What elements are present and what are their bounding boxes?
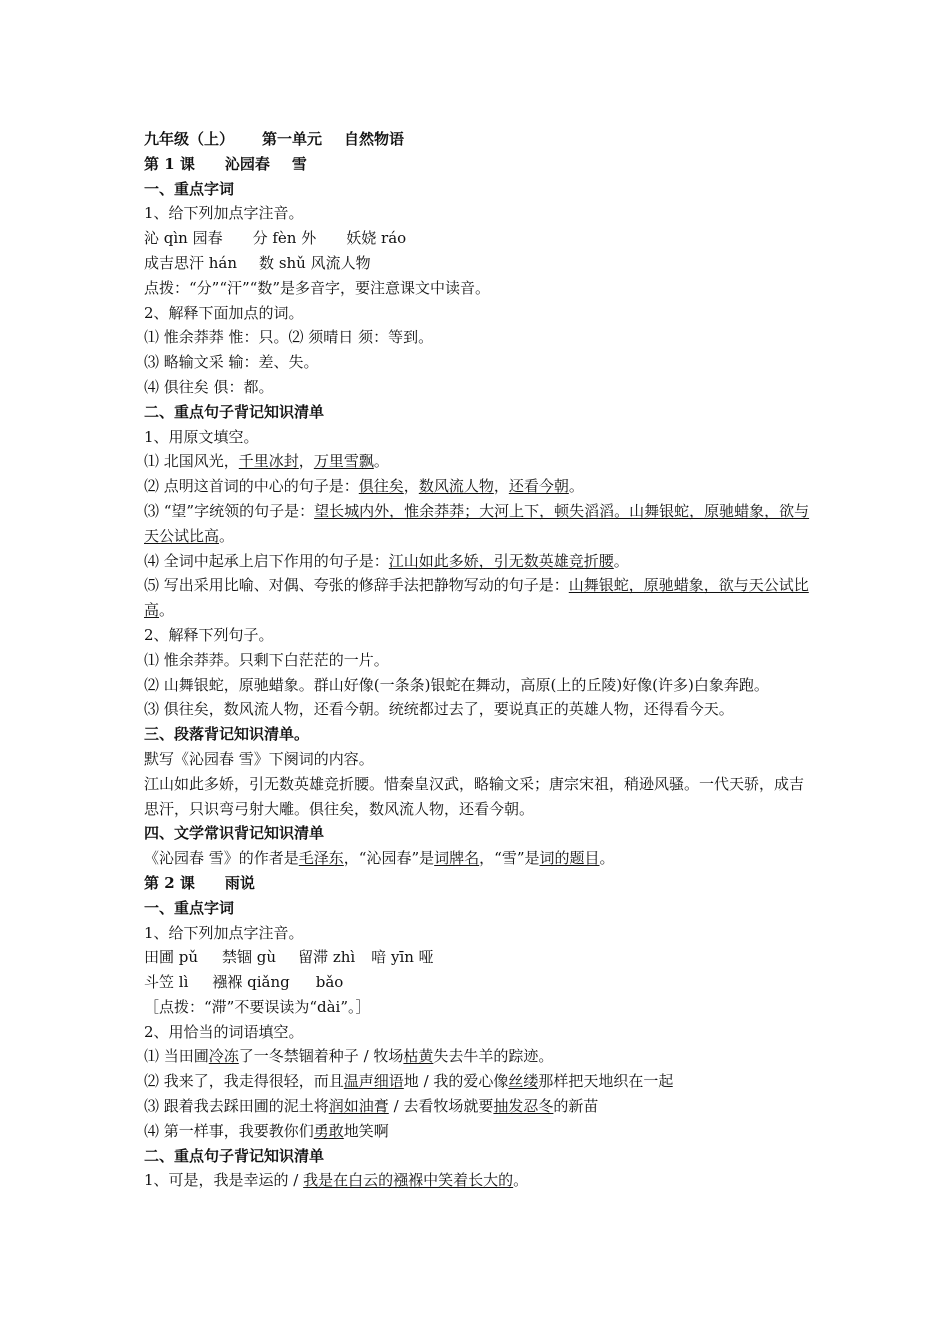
fill-item	[144, 549, 812, 574]
fill-item	[144, 573, 812, 623]
fill-answer: 词牌名	[434, 849, 480, 868]
fill-prompt: ⑶ “望”字统领的句子是：	[144, 501, 315, 520]
fill-prompt: 地笑啊	[343, 1121, 389, 1140]
fill-item	[144, 1119, 812, 1144]
fill-answer: 丝缕	[508, 1072, 539, 1091]
fill-prompt: ⑶ 跟着我去踩田圃的泥土将	[144, 1097, 329, 1116]
question: 1、给下列加点字注音。	[144, 923, 304, 942]
punct: 。	[373, 452, 389, 471]
pinyin-line	[144, 970, 812, 995]
fill-answer: 千里冰封	[238, 452, 299, 471]
section-heading: 三、段落背记知识清单。	[144, 725, 310, 744]
section-heading: 二、重点句子背记知识清单	[144, 402, 325, 421]
fill-answer: 我是在白云的襁褓中笑着长大的	[303, 1171, 514, 1190]
section-heading: 四、文学常识背记知识清单	[144, 824, 325, 843]
fill-answer: 山舞银蛇，原驰蜡象，欲与天公试比高	[144, 576, 809, 620]
fill-answer: 勇敢	[313, 1121, 344, 1140]
lesson2-name: 雨说	[224, 873, 255, 892]
punct: ，	[298, 452, 314, 471]
fill-answer: 抽发忍冬	[493, 1097, 554, 1116]
pinyin-line	[144, 945, 812, 970]
fill-prompt: / 去看牧场就要	[388, 1097, 494, 1116]
punct: 。	[613, 551, 629, 570]
unit-label: 第一单元	[262, 130, 323, 148]
section-heading: 一、重点字词	[144, 898, 235, 917]
question: 1、用原文填空。	[144, 427, 259, 446]
punct: ，	[493, 477, 509, 496]
lit-text: ，“沁园春”是	[343, 849, 435, 868]
fill-prompt: ⑴ 当田圃	[144, 1047, 209, 1066]
pinyin-item: 田圃 pǔ	[144, 948, 199, 967]
explanation-line: ⑶ 略输文采 输：差、失。	[144, 353, 319, 372]
lesson1-title	[144, 152, 812, 177]
pinyin-line	[144, 226, 812, 251]
explanation-line: ⑷ 俱往矣 俱：都。	[144, 377, 274, 396]
fill-answer: 润如油膏	[328, 1097, 389, 1116]
lesson1-name: 沁园春	[224, 154, 270, 173]
pinyin-line	[144, 251, 812, 276]
page-header	[144, 127, 812, 152]
fill-answer: 温声细语	[343, 1072, 404, 1091]
fill-answer: 枯黄	[403, 1047, 434, 1066]
explain-line: ⑵ 山舞银蛇，原驰蜡象。群山好像(一条条)银蛇在舞动，高原(上的丘陵)好像(许多)白象奔跑。	[144, 675, 769, 694]
tip-text: 点拨：“分”“汗”“数”是多音字，要注意课文中读音。	[144, 278, 491, 297]
lesson1-subtitle: 雪	[291, 154, 307, 173]
pinyin-item: 数 shǔ 风流人物	[259, 253, 371, 272]
grade-label: 九年级（上）	[144, 130, 235, 148]
pinyin-item: 成吉思汗 hán	[144, 253, 238, 272]
pinyin-item: 襁褓 qiǎng	[212, 973, 290, 992]
pinyin-item: 沁 qìn 园春	[144, 229, 223, 248]
fill-prompt: ⑷ 全词中起承上启下作用的句子是：	[144, 551, 389, 570]
fill-answer: 词的题目	[539, 849, 600, 868]
fill-answer: 冷冻	[208, 1047, 239, 1066]
pinyin-item: 禁锢 gù	[222, 948, 277, 967]
lesson1-number: 第 1 课	[144, 154, 195, 173]
punct: 。	[568, 477, 584, 496]
fill-prompt: ⑸ 写出采用比喻、对偶、夸张的修辞手法把静物写动的句子是：	[144, 576, 569, 595]
fill-answer: 数风流人物	[418, 477, 494, 496]
question: 2、解释下面加点的词。	[144, 303, 304, 322]
fill-prompt: ⑷ 第一样事，我要教你们	[144, 1121, 314, 1140]
pinyin-item: 喑 yīn 哑	[371, 948, 434, 967]
punct: 。	[219, 526, 235, 545]
fill-item	[144, 1069, 812, 1094]
pinyin-item: 留滞 zhì	[298, 948, 356, 967]
unit-title: 自然物语	[344, 130, 405, 148]
fill-prompt: 的新苗	[553, 1097, 599, 1116]
pinyin-item: bǎo	[315, 973, 344, 992]
explain-line: ⑶ 俱往矣，数风流人物，还看今朝。统统都过去了，要说真正的英雄人物，还得看今天。	[144, 700, 734, 719]
fill-answer: 俱往矣	[358, 477, 404, 496]
fill-item	[144, 474, 812, 499]
section-heading: 二、重点句子背记知识清单	[144, 1146, 325, 1165]
question: 2、解释下列句子。	[144, 625, 274, 644]
fill-prompt: 1、可是，我是幸运的 /	[144, 1171, 304, 1190]
fill-item	[144, 1168, 812, 1193]
fill-answer: 江山如此多娇，引无数英雄竞折腰	[388, 551, 614, 570]
fill-prompt: 了一冬禁锢着种子 / 牧场	[238, 1047, 404, 1066]
lesson2-number: 第 2 课	[144, 873, 195, 892]
fill-prompt: 地 / 我的爱心像	[403, 1072, 509, 1091]
question: 1、给下列加点字注音。	[144, 204, 304, 223]
fill-item	[144, 499, 812, 549]
lit-text: 《沁园春 雪》的作者是	[144, 849, 299, 868]
pinyin-item: 斗笠 lì	[144, 973, 189, 992]
question: 默写《沁园春 雪》下阕词的内容。	[144, 749, 374, 768]
fill-answer: 还看今朝	[508, 477, 569, 496]
poem-text: 江山如此多娇，引无数英雄竞折腰。惜秦皇汉武，略输文采；唐宗宋祖，稍逊风骚。一代天骄，成吉思汗，只识弯弓射大雕。俱往矣，数风流人物，还看今朝。	[144, 774, 805, 818]
explanation-line: ⑴ 惟余莽莽 惟：只。⑵ 须晴日 须：等到。	[144, 328, 434, 347]
fill-item	[144, 449, 812, 474]
literature-line	[144, 846, 812, 871]
punct: 。	[599, 849, 615, 868]
document-page	[144, 127, 812, 1193]
punct: 。	[159, 601, 175, 620]
fill-answer: 望长城内外，惟余莽莽；大河上下，顿失滔滔。山舞银蛇，原驰蜡象，欲与天公试比高	[144, 501, 810, 545]
lit-text: ，“雪”是	[479, 849, 540, 868]
fill-item	[144, 1094, 812, 1119]
fill-prompt: 那样把天地织在一起	[538, 1072, 674, 1091]
pinyin-item: 分 fèn 外	[252, 229, 317, 248]
fill-prompt: ⑵ 点明这首词的中心的句子是：	[144, 477, 359, 496]
tip-text: ［点拨：“滞”不要误读为“dài”。］	[144, 997, 371, 1016]
punct: 。	[513, 1171, 529, 1190]
fill-prompt: 失去牛羊的踪迹。	[433, 1047, 554, 1066]
section-heading: 一、重点字词	[144, 179, 235, 198]
lesson2-title	[144, 871, 812, 896]
pinyin-item: 妖娆 ráo	[346, 229, 407, 248]
fill-prompt: ⑵ 我来了，我走得很轻，而且	[144, 1072, 344, 1091]
fill-answer: 毛泽东	[298, 849, 344, 868]
question: 2、用恰当的词语填空。	[144, 1022, 304, 1041]
punct: ，	[403, 477, 419, 496]
fill-item	[144, 1044, 812, 1069]
explain-line: ⑴ 惟余莽莽。只剩下白茫茫的一片。	[144, 650, 389, 669]
fill-prompt: ⑴ 北国风光，	[144, 452, 239, 471]
fill-answer: 万里雪飘	[313, 452, 374, 471]
